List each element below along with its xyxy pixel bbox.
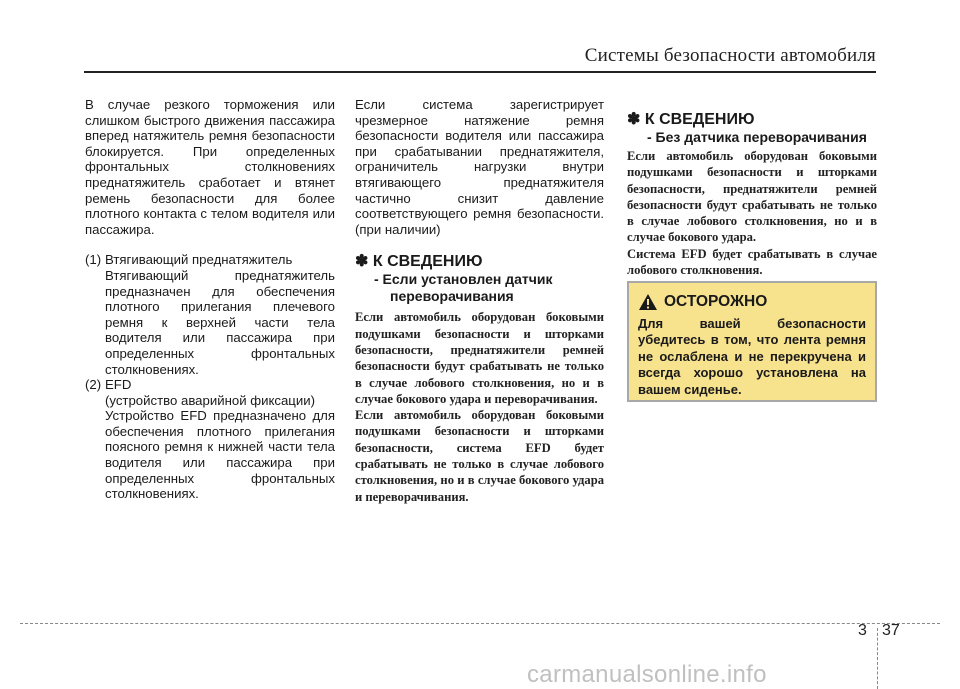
chapter-number: 3 [858, 622, 867, 639]
item-2-number: (2) [85, 377, 102, 393]
item-2-subtitle: (устройство аварийной фиксации) [105, 392, 315, 408]
item-2-heading [85, 377, 335, 393]
note-heading: ✽ К СВЕДЕНИЮ [627, 111, 755, 128]
warning-triangle-icon [638, 293, 658, 311]
note-subheading: - Если установлен датчик переворачивания [374, 271, 553, 305]
note-paragraph-2: Если автомобиль оборудован боковыми подушками безопасности и шторками безопасности, система EFD будет срабатывать не только в случае лобового столкновения, но и в случае бокового удара и переворачивания. [355, 408, 604, 504]
caution-title: ОСТОРОЖНО [664, 293, 768, 310]
item-1-text: Втягивающий преднатяжитель предназначен для обеспечения плотного прилегания плечевого ремня к верхней части тела водителя или пассажира при определенных фронтальных столкновениях. [105, 267, 335, 377]
note-paragraph-1: Если автомобиль оборудован боковыми подушками безопасности и шторками безопасности, преднатяжители ремней безопасности будут срабатывать не только в случае лобового столкновения, но и в случае бокового удара. [627, 149, 877, 245]
caution-text: Для вашей безопасности убедитесь в том, что лента ремня не ослаблена и не перекручена и всегда хорошо установлена на вашем сиденье. [638, 316, 866, 397]
note-subheading: - Без датчика переворачивания [647, 129, 867, 145]
note-paragraph-1: Если автомобиль оборудован боковыми подушками безопасности и шторками безопасности, преднатяжители ремней безопасности будут срабатывать не только в случае лобового столкновения, но и в случае бокового удара и переворачивания. [355, 310, 604, 406]
page-number: 37 [882, 622, 900, 639]
caution-heading [638, 292, 866, 312]
column-left [85, 97, 335, 502]
note-paragraph-2: Система EFD будет срабатывать в случае лобового столкновения. [627, 246, 877, 278]
load-limiter-paragraph: Если система зарегистрирует чрезмерное натяжение ремня безопасности водителя или пассажира при срабатывании преднатяжителя, ограничитель нагрузки внутри втягивающего преднатяжителя частично снизит давление соответствующего ремня безопасности. (при наличии) [355, 97, 604, 237]
note-heading: ✽ К СВЕДЕНИЮ [355, 253, 483, 271]
column-right [627, 110, 877, 278]
header-divider [84, 71, 876, 73]
watermark: carmanualsonline.info [527, 661, 767, 688]
column-middle [355, 97, 604, 505]
footer-divider [20, 623, 940, 624]
intro-paragraph: В случае резкого торможения или слишком быстрого движения пассажира вперед натяжитель ремня безопасности блокируется. При определенных фронтальных столкновениях преднатяжитель сработает и втянет ремень безопасности для более плотного контакта с телом водителя или пассажира. [85, 97, 335, 237]
page-header-title: Системы безопасности автомобиля [584, 45, 876, 66]
item-2-text: Устройство EFD предназначено для обеспечения плотного прилегания поясного ремня к нижней части тела водителя или пассажира при определенных фронтальных столкновениях. [105, 408, 335, 502]
item-2-title: EFD [105, 377, 132, 393]
item-1-number: (1) [85, 252, 102, 268]
footer-vertical-divider [877, 628, 878, 689]
item-1-title: Втягивающий преднатяжитель [105, 252, 293, 268]
caution-box [627, 281, 877, 402]
item-1-heading [85, 252, 335, 268]
